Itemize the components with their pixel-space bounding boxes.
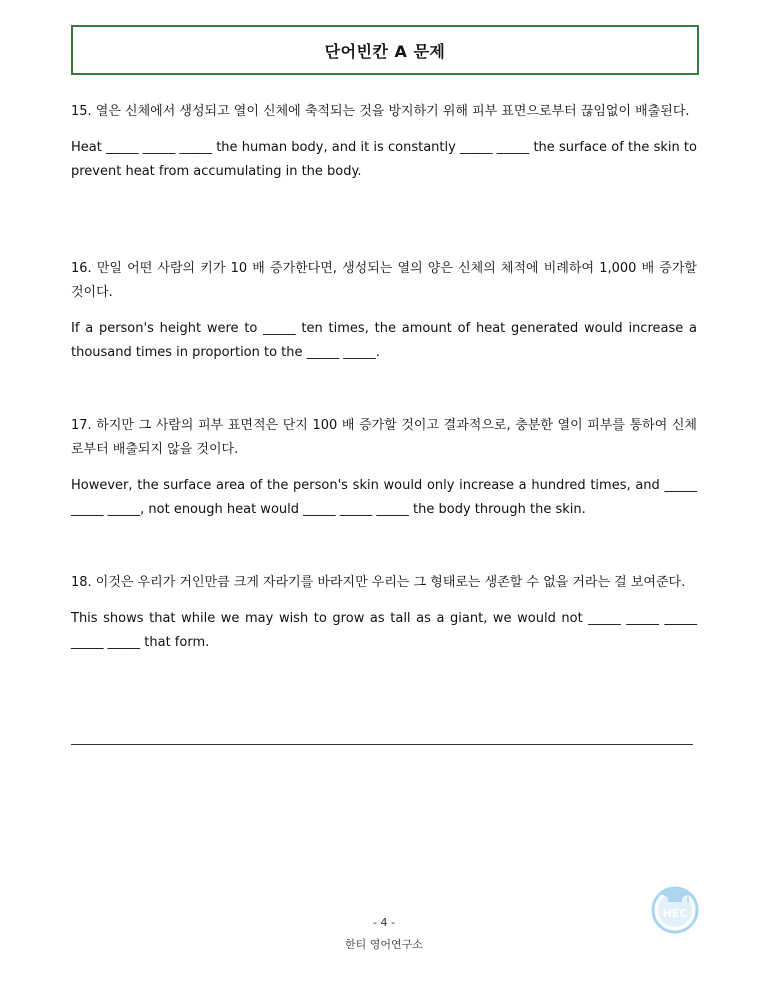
question-16 xyxy=(71,257,697,365)
question-korean: 17. 하지만 그 사람의 피부 표면적은 단지 100 배 증가할 것이고 결과적으로, 충분한 열이 피부를 통하여 신체로부터 배출되지 않을 것이다. xyxy=(71,418,697,457)
question-english: Heat _____ _____ _____ the human body, and it is constantly _____ _____ the surface of the skin to prevent heat from accumulating in the body. xyxy=(71,140,697,179)
question-english: If a person's height were to _____ ten times, the amount of heat generated would increase a thousand times in proportion to the _____ _____. xyxy=(71,321,697,360)
question-korean: 15. 열은 신체에서 생성되고 열이 신체에 축적되는 것을 방지하기 위해 피부 표면으로부터 끊임없이 배출된다. xyxy=(71,104,690,119)
question-15 xyxy=(71,100,697,184)
question-17 xyxy=(71,414,697,522)
question-english: This shows that while we may wish to grow as tall as a giant, we would not _____ _____ _____ _____ _____ that form. xyxy=(71,611,697,650)
question-18 xyxy=(71,571,697,655)
footer-organization: 한티 영어연구소 xyxy=(345,938,423,951)
page-number: - 4 - xyxy=(373,916,395,929)
question-korean: 18. 이것은 우리가 거인만큼 크게 자라기를 바라지만 우리는 그 형태로는 생존할 수 없을 거라는 걸 보여준다. xyxy=(71,575,686,590)
logo-text: HEC xyxy=(662,907,688,920)
hec-logo-icon xyxy=(648,880,702,934)
divider-line xyxy=(71,744,693,745)
question-english: However, the surface area of the person's skin would only increase a hundred times, and _____ _____ _____, not enough heat would _____ _____ _____ the body through the skin. xyxy=(71,478,697,517)
page-title: 단어빈칸 A 문제 xyxy=(324,41,446,61)
title-box xyxy=(71,25,699,75)
question-korean: 16. 만일 어떤 사람의 키가 10 배 증가한다면, 생성되는 열의 양은 신체의 체적에 비례하여 1,000 배 증가할 것이다. xyxy=(71,261,697,300)
